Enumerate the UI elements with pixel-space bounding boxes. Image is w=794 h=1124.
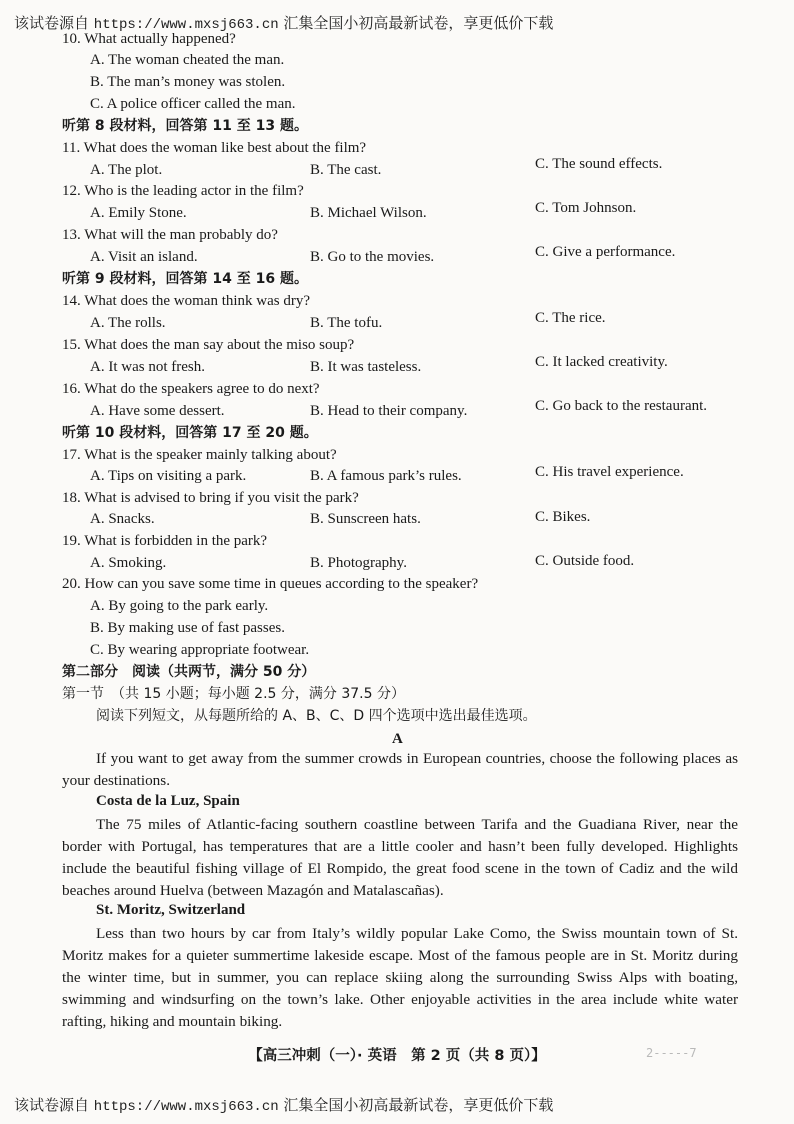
section-9-heading: 听第 9 段材料，回答第 14 至 16 题。 (62, 271, 308, 287)
question-15-stem: 15. What does the man say about the miso soup? (62, 337, 355, 353)
question-11-option-c: C. The sound effects. (535, 156, 663, 172)
question-20-option-b: B. By making use of fast passes. (90, 620, 285, 636)
place-2-title: St. Moritz, Switzerland (96, 902, 246, 918)
question-15-option-a: A. It was not fresh. (90, 359, 205, 375)
question-12-option-c: C. Tom Johnson. (535, 200, 637, 216)
question-17-stem: 17. What is the speaker mainly talking about? (62, 447, 337, 463)
section-10-heading: 听第 10 段材料，回答第 17 至 20 题。 (62, 425, 318, 441)
question-18-option-c: C. Bikes. (535, 509, 591, 525)
question-16-option-b: B. Head to their company. (310, 403, 468, 419)
question-14-stem: 14. What does the woman think was dry? (62, 293, 311, 309)
question-18-option-a: A. Snacks. (90, 511, 155, 527)
question-12-option-b: B. Michael Wilson. (310, 205, 427, 221)
section-8-heading: 听第 8 段材料，回答第 11 至 13 题。 (62, 118, 308, 134)
question-13-option-a: A. Visit an island. (90, 249, 198, 265)
question-13-option-c: C. Give a performance. (535, 244, 676, 260)
part-2-section-1-heading: 第一节 （共 15 小题；每小题 2.5 分，满分 37.5 分） (62, 686, 405, 702)
passage-letter: A (392, 731, 403, 747)
question-20-stem: 20. How can you save some time in queues according to the speaker? (62, 576, 479, 592)
banner-url[interactable]: https://www.mxsj663.cn (93, 1099, 279, 1115)
question-10-option-c: C. A police officer called the man. (90, 96, 296, 112)
question-17-option-b: B. A famous park’s rules. (310, 468, 462, 484)
question-10-option-a: A. The woman cheated the man. (90, 52, 285, 68)
passage-intro (62, 748, 738, 792)
place-1-paragraph: The 75 miles of Atlantic-facing southern coastline between Tarifa and the Guadiana River, near the border with Portugal, has temperatures that are a little cooler and hasn’t been fully developed. Highlights include the beautiful fishing village of El Rompido, the great food scene in the town of Cadiz and the wild beaches around Huelva (between Mazagón and Matalascañas). (62, 816, 738, 899)
question-15-option-b: B. It was tasteless. (310, 359, 422, 375)
question-14-option-c: C. The rice. (535, 310, 606, 326)
question-16-stem: 16. What do the speakers agree to do next? (62, 381, 320, 397)
question-14-option-b: B. The tofu. (310, 315, 383, 331)
question-12-option-a: A. Emily Stone. (90, 205, 187, 221)
banner-suffix: 汇集全国小初高最新试卷，享更低价下载 (283, 14, 554, 32)
place-2-body (62, 923, 738, 1033)
question-18-option-b: B. Sunscreen hats. (310, 511, 421, 527)
page-footer: 【高三冲刺（一）· 英语 第 2 页（共 8 页）】 (248, 1048, 546, 1064)
question-19-stem: 19. What is forbidden in the park? (62, 533, 268, 549)
question-18-stem: 18. What is advised to bring if you visit the park? (62, 490, 359, 506)
question-17-option-c: C. His travel experience. (535, 464, 684, 480)
question-19-option-b: B. Photography. (310, 555, 407, 571)
part-2-heading: 第二部分 阅读（共两节，满分 50 分） (62, 664, 316, 680)
question-16-option-c: C. Go back to the restaurant. (535, 398, 708, 414)
question-11-option-b: B. The cast. (310, 162, 382, 178)
question-12-stem: 12. Who is the leading actor in the film? (62, 183, 304, 199)
place-2-paragraph: Less than two hours by car from Italy’s wildly popular Lake Como, the Swiss mountain town of St. Moritz makes for a quieter summertime lakeside escape. Most of the famous people are in St. Moritz during the winter time, but in summer, you can replace skiing along the surrounding Swiss Alps with boating, swimming and windsurfing on the town’s lake. Other enjoyable activities in the area include white water rafting, hiking and mountain biking. (62, 925, 738, 1030)
question-16-option-a: A. Have some dessert. (90, 403, 225, 419)
question-20-option-a: A. By going to the park early. (90, 598, 269, 614)
banner-url[interactable]: https://www.mxsj663.cn (93, 17, 279, 33)
source-banner-bottom (14, 1094, 553, 1115)
question-14-option-a: A. The rolls. (90, 315, 166, 331)
question-20-option-c: C. By wearing appropriate footwear. (90, 642, 310, 658)
question-19-option-a: A. Smoking. (90, 555, 167, 571)
question-11-stem: 11. What does the woman like best about the film? (62, 140, 367, 156)
question-17-option-a: A. Tips on visiting a park. (90, 468, 247, 484)
intro-paragraph: If you want to get away from the summer crowds in European countries, choose the following places as your destinations. (62, 750, 738, 789)
question-10-stem: 10. What actually happened? (62, 31, 236, 47)
place-1-body (62, 814, 738, 902)
question-13-stem: 13. What will the man probably do? (62, 227, 278, 243)
question-15-option-c: C. It lacked creativity. (535, 354, 668, 370)
place-1-title: Costa de la Luz, Spain (96, 793, 240, 809)
banner-prefix: 该试卷源自 (14, 14, 90, 32)
question-13-option-b: B. Go to the movies. (310, 249, 435, 265)
reading-instruction: 阅读下列短文，从每题所给的 A、B、C、D 四个选项中选出最佳选项。 (96, 708, 537, 724)
banner-suffix: 汇集全国小初高最新试卷，享更低价下载 (283, 1096, 554, 1114)
banner-prefix: 该试卷源自 (14, 1096, 90, 1114)
faint-stamp: 2‐‐‐‐‐7 (646, 1046, 697, 1060)
question-11-option-a: A. The plot. (90, 162, 163, 178)
question-10-option-b: B. The man’s money was stolen. (90, 74, 286, 90)
question-19-option-c: C. Outside food. (535, 553, 635, 569)
